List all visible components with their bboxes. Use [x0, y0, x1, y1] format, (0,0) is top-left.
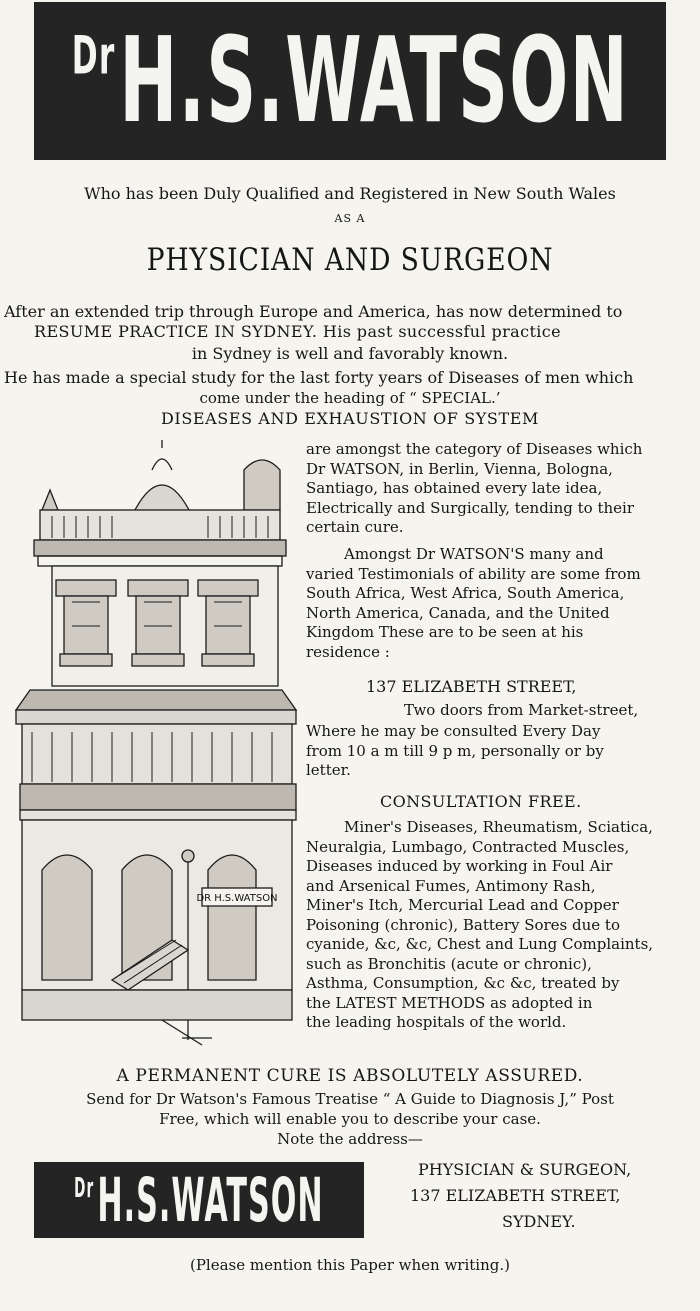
section-heading: DISEASES AND EXHAUSTION OF SYSTEM	[160, 409, 540, 428]
testimonials	[306, 545, 694, 662]
send-line: Send for Dr Watson's Famous Treatise “ A Guide to Diagnosis J,” Post	[86, 1090, 614, 1108]
paragraph-line: come under the heading of “ SPECIAL.’	[199, 389, 501, 407]
consult-hours	[306, 722, 694, 781]
qualified-line: Who has been Duly Qualified and Registered in New South Wales	[84, 184, 616, 203]
text-line: Kingdom These are to be seen at his	[306, 623, 584, 641]
text-line: Asthma, Consumption, &c &c, treated by	[306, 974, 620, 992]
footer-banner-prefix: Dr	[74, 1172, 95, 1204]
diseases-list	[306, 818, 694, 1033]
text-line: Neuralgia, Lumbago, Contracted Muscles,	[306, 837, 630, 856]
text-line: from 10 a m till 9 p m, personally or by	[306, 741, 604, 760]
cure-heading: A PERMANENT CURE IS ABSOLUTELY ASSURED.	[116, 1066, 584, 1086]
text-line: Dr WATSON, in Berlin, Vienna, Bologna,	[306, 459, 613, 478]
text-line: Diseases induced by working in Foul Air	[306, 857, 613, 875]
paragraph-line: in Sydney is well and favorably known.	[191, 344, 509, 363]
as-a-line: AS A	[334, 212, 366, 225]
footer-street: 137 ELIZABETH STREET,	[410, 1186, 621, 1205]
text-line: North America, Canada, and the United	[306, 603, 610, 622]
send-line: Free, which will enable you to describe your case.	[159, 1110, 541, 1128]
building-sign: DR H.S.WATSON	[196, 893, 278, 904]
building-illustration	[12, 440, 304, 1050]
text-line: Electrically and Surgically, tending to their	[306, 498, 634, 517]
consultation-free: CONSULTATION FREE.	[380, 792, 582, 811]
text-line: Miner's Itch, Mercurial Lead and Copper	[306, 896, 619, 914]
text-line: letter.	[306, 761, 351, 779]
footer-name-banner	[34, 1162, 364, 1238]
footer-banner-name: H.S.WATSON	[97, 1164, 324, 1236]
text-line: cyanide, &c, &c, Chest and Lung Complaints,	[306, 935, 654, 953]
text-line: such as Bronchitis (acute or chronic),	[306, 954, 592, 973]
text-line: Where he may be consulted Every Day	[306, 722, 601, 740]
text-line: Poisoning (chronic), Battery Sores due to	[306, 915, 620, 934]
text-line: South Africa, West Africa, South America,	[306, 584, 625, 602]
text-line: the LATEST METHODS as adopted in	[306, 993, 593, 1012]
banner-prefix: Dr	[71, 23, 116, 86]
text-line: residence :	[306, 642, 390, 661]
text-line: certain cure.	[306, 518, 404, 536]
paragraph-line: He has made a special study for the last forty years of Diseases of men which	[4, 368, 634, 387]
text-line: are amongst the category of Diseases which	[306, 440, 643, 458]
paragraph-line: After an extended trip through Europe and America, has now determined to	[4, 302, 623, 321]
text-line: Amongst Dr WATSON'S many and	[344, 545, 604, 563]
page-title: PHYSICIAN AND SURGEON	[146, 242, 554, 278]
address-doors: Two doors from Market-street,	[404, 701, 639, 719]
text-line: Santiago, has obtained every late idea,	[306, 479, 603, 497]
text-line: varied Testimonials of ability are some from	[306, 564, 641, 583]
text-line: Miner's Diseases, Rheumatism, Sciatica,	[344, 818, 653, 836]
footer-city: SYDNEY.	[502, 1212, 576, 1231]
right-column-intro	[306, 440, 694, 538]
paragraph-line: RESUME PRACTICE IN SYDNEY. His past successful practice	[34, 322, 562, 341]
text-line: the leading hospitals of the world.	[306, 1013, 567, 1031]
address-street: 137 ELIZABETH STREET,	[366, 677, 577, 696]
footer-mention: (Please mention this Paper when writing.)	[189, 1256, 510, 1274]
banner-name: H.S.WATSON	[118, 12, 629, 150]
name-banner	[34, 2, 666, 160]
text-line: and Arsenical Fumes, Antimony Rash,	[306, 876, 596, 895]
note-line: Note the address—	[277, 1130, 423, 1148]
footer-role: PHYSICIAN & SURGEON,	[418, 1160, 632, 1179]
